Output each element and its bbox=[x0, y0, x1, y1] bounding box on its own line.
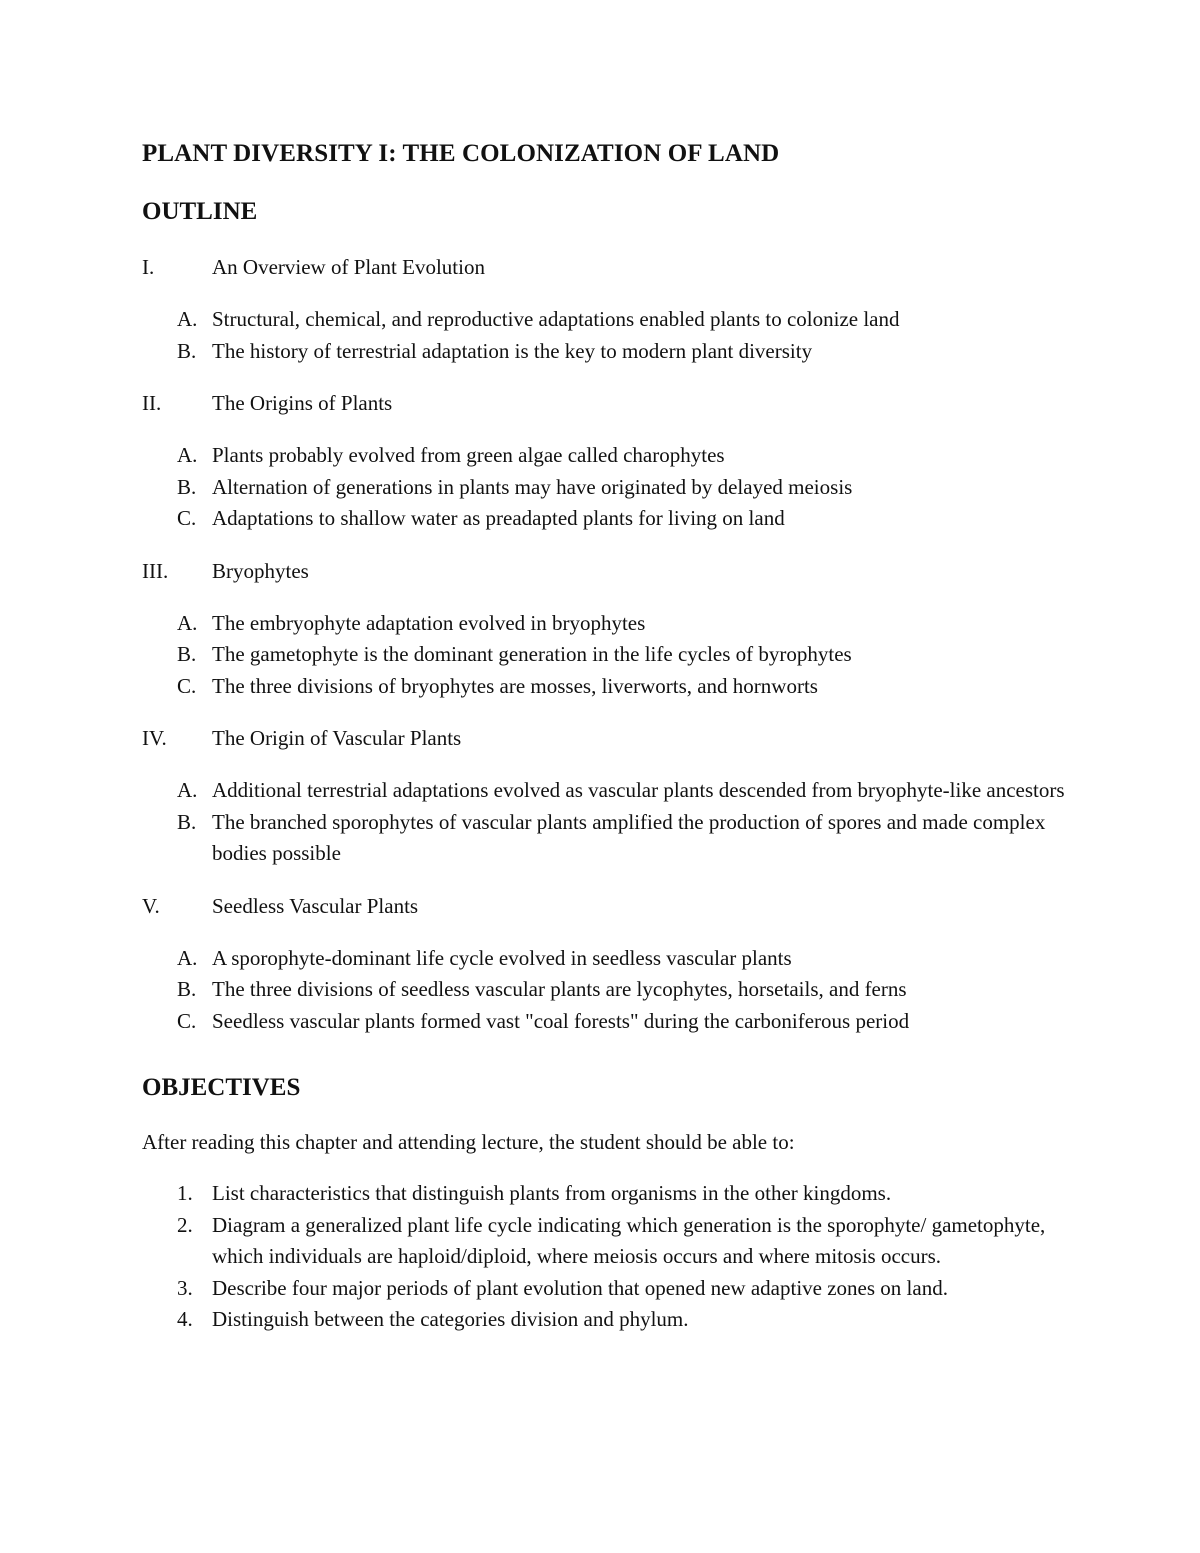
subitem-letter: B. bbox=[177, 977, 197, 1001]
outline-subitems bbox=[142, 775, 1072, 870]
objective-number: 2. bbox=[177, 1212, 193, 1237]
subitem-text: The embryophyte adaptation evolved in bryophytes bbox=[212, 610, 646, 635]
outline-subitem bbox=[142, 336, 1072, 368]
subitem-text: The three divisions of bryophytes are mosses, liverworts, and hornworts bbox=[212, 673, 818, 698]
outline-list bbox=[142, 253, 1072, 1059]
outline-subitem bbox=[142, 807, 1072, 870]
subitem-text: The three divisions of seedless vascular plants are lycophytes, horsetails, and ferns bbox=[212, 977, 907, 1001]
outline-section bbox=[142, 253, 1072, 367]
outline-subitem bbox=[142, 440, 1072, 472]
outline-section bbox=[142, 724, 1072, 870]
document-title: PLANT DIVERSITY I: THE COLONIZATION OF LAND bbox=[142, 140, 780, 167]
section-numeral: III. bbox=[142, 558, 169, 583]
objective-item bbox=[142, 1273, 1072, 1305]
section-title: The Origins of Plants bbox=[212, 391, 393, 415]
outline-subitems bbox=[142, 943, 1072, 1038]
subitem-letter: B. bbox=[177, 474, 197, 499]
section-numeral: IV. bbox=[142, 726, 167, 750]
section-title: An Overview of Plant Evolution bbox=[212, 255, 485, 279]
outline-section-header bbox=[142, 389, 1072, 417]
subitem-letter: B. bbox=[177, 338, 197, 363]
outline-subitem bbox=[142, 639, 1072, 671]
subitem-letter: A. bbox=[177, 778, 198, 802]
objective-number: 4. bbox=[177, 1307, 193, 1331]
subitem-letter: A. bbox=[177, 307, 198, 331]
subitem-letter: A. bbox=[177, 610, 198, 635]
outline-section-header bbox=[142, 253, 1072, 281]
subitem-letter: C. bbox=[177, 673, 197, 698]
subitem-text: Adaptations to shallow water as preadapted plants for living on land bbox=[212, 506, 785, 530]
outline-subitem bbox=[142, 1006, 1072, 1038]
outline-section-header bbox=[142, 557, 1072, 585]
subitem-letter: B. bbox=[177, 809, 197, 834]
outline-heading: OUTLINE bbox=[142, 198, 258, 225]
subitem-letter: A. bbox=[177, 443, 198, 467]
section-title: Seedless Vascular Plants bbox=[212, 893, 419, 918]
outline-section-header bbox=[142, 724, 1072, 752]
objectives-intro: After reading this chapter and attending lecture, the student should be able to: bbox=[142, 1130, 795, 1154]
objective-text: Diagram a generalized plant life cycle indicating which generation is the sporophyte/ gametophyte, which individuals are haploid/diploid, where meiosis occurs and where mitosis occurs. bbox=[212, 1212, 1046, 1268]
subitem-text: The branched sporophytes of vascular plants amplified the production of spores and made complex bodies possible bbox=[212, 809, 1046, 865]
section-numeral: II. bbox=[142, 391, 162, 415]
subitem-text: The gametophyte is the dominant generation in the life cycles of byrophytes bbox=[212, 642, 852, 666]
subitem-text: Structural, chemical, and reproductive adaptations enabled plants to colonize land bbox=[212, 307, 900, 331]
subitem-text: Additional terrestrial adaptations evolved as vascular plants descended from bryophyte-like ancestors bbox=[212, 778, 1065, 802]
subitem-text: A sporophyte-dominant life cycle evolved in seedless vascular plants bbox=[212, 945, 792, 970]
subitem-letter: B. bbox=[177, 642, 197, 666]
section-numeral: I. bbox=[142, 255, 155, 279]
subitem-text: The history of terrestrial adaptation is the key to modern plant diversity bbox=[212, 338, 813, 363]
subitem-text: Alternation of generations in plants may have originated by delayed meiosis bbox=[212, 474, 853, 499]
objectives-list bbox=[142, 1178, 1072, 1336]
subitem-text: Plants probably evolved from green algae called charophytes bbox=[212, 443, 725, 467]
outline-section bbox=[142, 557, 1072, 703]
objective-item bbox=[142, 1304, 1072, 1336]
subitem-letter: C. bbox=[177, 506, 197, 530]
section-title: Bryophytes bbox=[212, 558, 309, 583]
outline-subitem bbox=[142, 608, 1072, 640]
subitem-text: Seedless vascular plants formed vast "coal forests" during the carboniferous period bbox=[212, 1008, 910, 1033]
objective-number: 3. bbox=[177, 1275, 193, 1300]
outline-section-header bbox=[142, 892, 1072, 920]
section-title: The Origin of Vascular Plants bbox=[212, 726, 462, 750]
subitem-letter: A. bbox=[177, 945, 198, 970]
outline-subitem bbox=[142, 775, 1072, 807]
objective-item bbox=[142, 1210, 1072, 1273]
outline-subitems bbox=[142, 440, 1072, 535]
outline-subitem bbox=[142, 671, 1072, 703]
outline-subitem bbox=[142, 503, 1072, 535]
outline-subitems bbox=[142, 304, 1072, 367]
outline-subitem bbox=[142, 304, 1072, 336]
outline-subitem bbox=[142, 943, 1072, 975]
objective-number: 1. bbox=[177, 1181, 193, 1205]
objective-item bbox=[142, 1178, 1072, 1210]
outline-subitem bbox=[142, 974, 1072, 1006]
objective-text: Distinguish between the categories division and phylum. bbox=[212, 1307, 689, 1331]
outline-section bbox=[142, 389, 1072, 535]
objective-text: Describe four major periods of plant evolution that opened new adaptive zones on land. bbox=[212, 1275, 948, 1300]
section-numeral: V. bbox=[142, 893, 160, 918]
outline-subitems bbox=[142, 608, 1072, 703]
outline-subitem bbox=[142, 472, 1072, 504]
objectives-heading: OBJECTIVES bbox=[142, 1074, 301, 1101]
subitem-letter: C. bbox=[177, 1008, 197, 1033]
outline-section bbox=[142, 892, 1072, 1038]
objective-text: List characteristics that distinguish plants from organisms in the other kingdoms. bbox=[212, 1181, 892, 1205]
